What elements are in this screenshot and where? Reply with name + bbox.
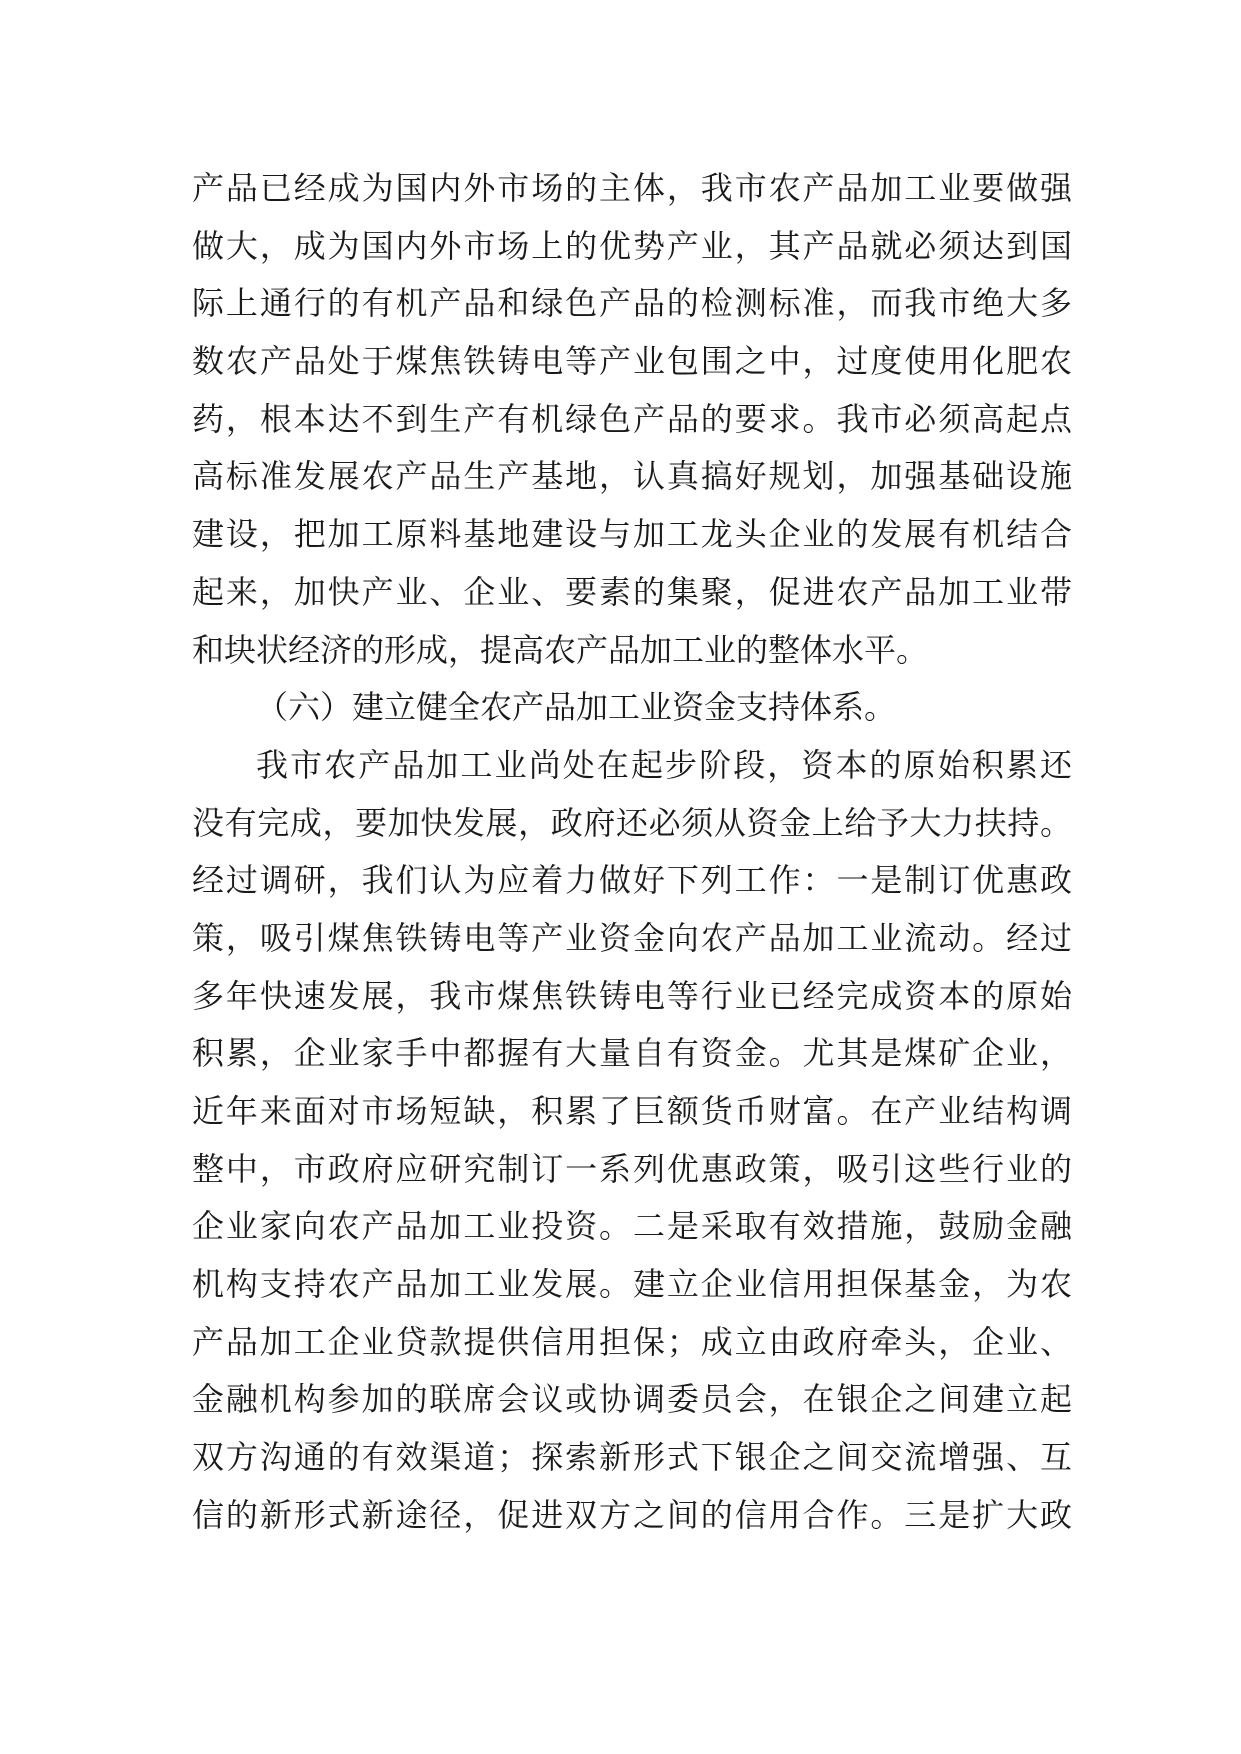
text-line: 积累，企业家手中都握有大量自有资金。尤其是煤矿企业， (192, 1034, 1072, 1073)
text-line: 做大，成为国内外市场上的优势产业，其产品就必须达到国 (192, 226, 1072, 265)
text-line: 金融机构参加的联席会议或协调委员会，在银企之间建立起 (192, 1380, 1072, 1419)
text-line: 策，吸引煤焦铁铸电等产业资金向农产品加工业流动。经过 (192, 918, 1072, 957)
text-line: 产品加工企业贷款提供信用担保；成立由政府牵头，企业、 (192, 1322, 1072, 1361)
text-line: 起来，加快产业、企业、要素的集聚，促进农产品加工业带 (192, 572, 1072, 611)
body-text (192, 160, 1072, 1545)
text-line: 没有完成，要加快发展，政府还必须从资金上给予大力扶持。 (192, 803, 1072, 842)
text-line: 双方沟通的有效渠道；探索新形式下银企之间交流增强、互 (192, 1438, 1072, 1477)
text-line: 高标准发展农产品生产基地，认真搞好规划，加强基础设施 (192, 457, 1072, 496)
text-line: 整中，市政府应研究制订一系列优惠政策，吸引这些行业的 (192, 1149, 1072, 1188)
text-line: 药，根本达不到生产有机绿色产品的要求。我市必须高起点 (192, 399, 1072, 438)
text-line: 近年来面对市场短缺，积累了巨额货币财富。在产业结构调 (192, 1092, 1072, 1130)
text-line: 信的新形式新途径，促进双方之间的信用合作。三是扩大政 (192, 1495, 1072, 1534)
section-heading: （六）建立健全农产品加工业资金支持体系。 (256, 688, 897, 727)
text-line: 多年快速发展，我市煤焦铁铸电等行业已经完成资本的原始 (192, 976, 1072, 1015)
text-line: 数农产品处于煤焦铁铸电等产业包围之中，过度使用化肥农 (192, 342, 1072, 381)
text-line: 产品已经成为国内外市场的主体，我市农产品加工业要做强 (192, 169, 1072, 207)
text-line: 际上通行的有机产品和绿色产品的检测标准，而我市绝大多 (192, 284, 1072, 323)
text-line: 建设，把加工原料基地建设与加工龙头企业的发展有机结合 (192, 515, 1072, 554)
text-line: 和块状经济的形成，提高农产品加工业的整体水平。 (192, 630, 929, 669)
text-line: 经过调研，我们认为应着力做好下列工作：一是制订优惠政 (192, 861, 1072, 900)
text-line: 我市农产品加工业尚处在起步阶段，资本的原始积累还 (256, 745, 1072, 784)
text-line: 机构支持农产品加工业发展。建立企业信用担保基金，为农 (192, 1265, 1072, 1304)
text-line: 企业家向农产品加工业投资。二是采取有效措施，鼓励金融 (192, 1207, 1072, 1246)
